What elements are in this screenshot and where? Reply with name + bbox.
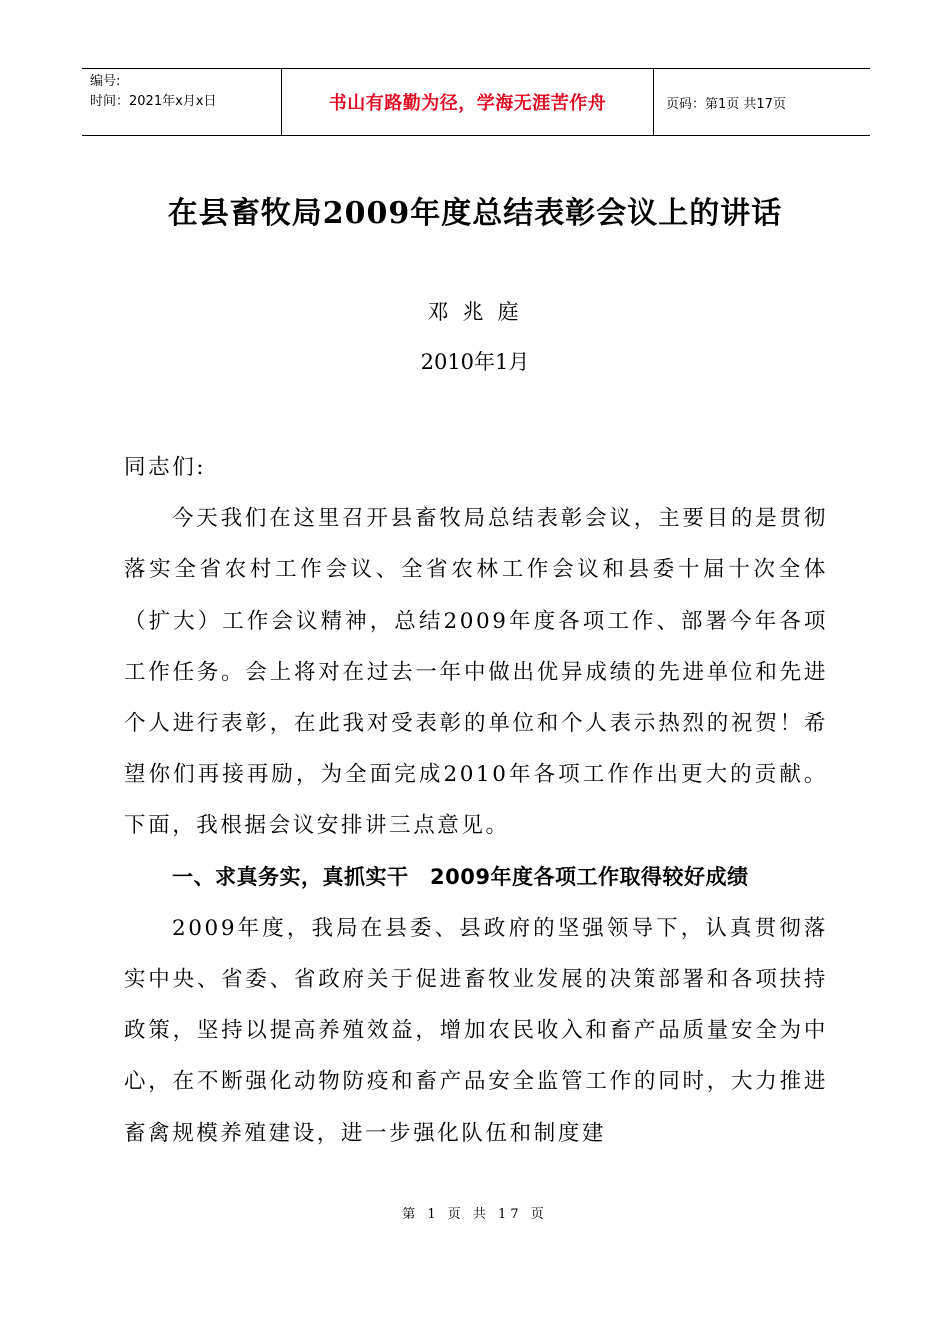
document-body <box>124 442 828 1159</box>
page-footer: 第 1 页 共 17 页 <box>402 1207 548 1222</box>
document-title: 在县畜牧局2009年度总结表彰会议上的讲话 <box>167 196 783 231</box>
salutation: 同志们: <box>124 455 207 480</box>
header-page-cell <box>654 69 870 135</box>
page-info: 页码：第1页 共17页 <box>666 96 786 112</box>
author-name: 邓兆庭 <box>427 300 533 324</box>
header-table <box>82 68 870 136</box>
document-date: 2010年1月 <box>420 350 530 374</box>
paragraph-section-1: 2009年度，我局在县委、县政府的坚强领导下，认真贯彻落实中央、省委、省政府关于促进畜牧业发展的决策部署和各项扶持政策，坚持以提高养殖效益，增加农民收入和畜产品质量安全为中心，在不断强化动物防疫和畜产品安全监管工作的同时，大力推进畜禽规模养殖建设，进一步强化队伍和制度建 <box>124 915 828 1146</box>
header-meta-cell <box>82 69 281 135</box>
section-heading-1: 一、求真务实，真抓实干 2009年度各项工作取得较好成绩 <box>172 864 749 889</box>
paragraph-intro: 今天我们在这里召开县畜牧局总结表彰会议，主要目的是贯彻落实全省农村工作会议、全省农林工作会议和县委十届十次全体（扩大）工作会议精神，总结2009年度各项工作、部署今年各项工作任务。会上将对在过去一年中做出优异成绩的先进单位和先进个人进行表彰，在此我对受表彰的单位和个人表示热烈的祝贺！希望你们再接再励，为全面完成2010年各项工作作出更大的贡献。下面，我根据会议安排讲三点意见。 <box>124 506 828 839</box>
time-label: 时间：2021年x月x日 <box>90 94 217 109</box>
motto-text: 书山有路勤为径，学海无涯苦作舟 <box>328 93 607 114</box>
header-motto-cell <box>281 69 654 135</box>
serial-label: 编号: <box>90 74 121 89</box>
